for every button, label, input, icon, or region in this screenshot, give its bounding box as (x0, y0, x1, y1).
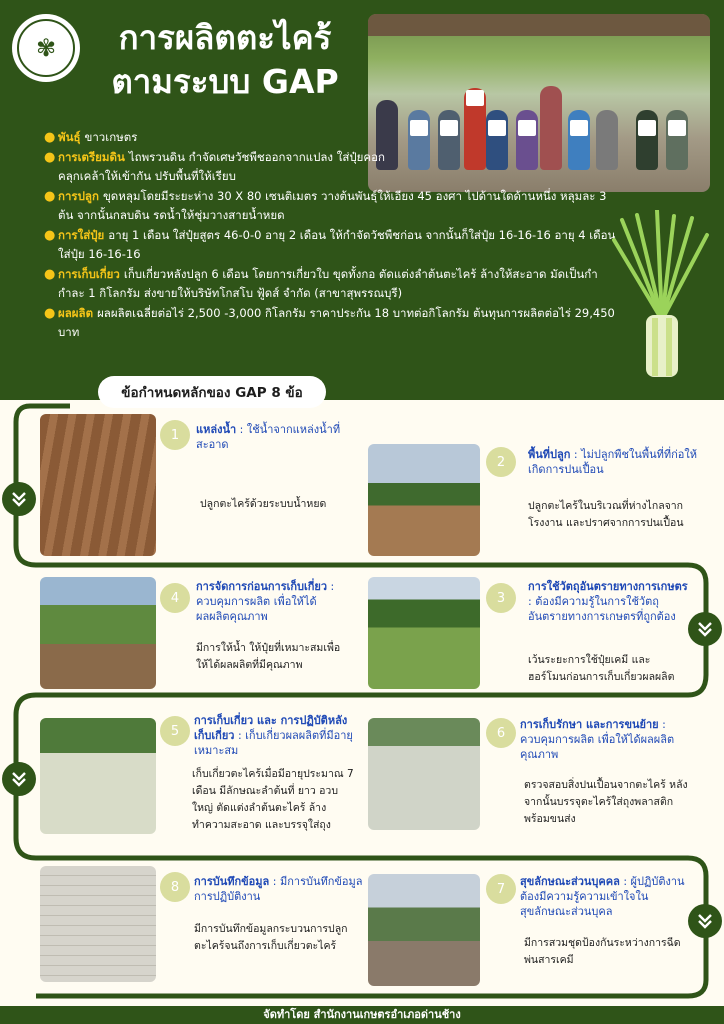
emblem-icon: ✾ (17, 19, 75, 77)
item2-body: ปลูกตะไคร้ในบริเวณที่ห่างไกลจากโรงงาน และปราศจากการปนเปื้อน (528, 500, 684, 529)
item7-body: มีการสวมชุดป้องกันระหว่างการฉีดพ่นสารเคมี (524, 937, 681, 966)
info-fertilizing: ● การใส่ปุ๋ย อายุ 1 เดือน ใส่ปุ๋ยสูตร 46-0-0 อายุ 2 เดือน ให้กำจัดวัชพืชก่อน จากนั้นก็ใส่ปุ๋ย 16-16-16 อายุ 4 เดือน ใส่ปุ๋ย 16-16-16 (44, 226, 624, 264)
step-number-5: 5 (160, 716, 190, 746)
item4-body: มีการให้น้ำ ให้ปุ๋ยที่เหมาะสมเพื่อให้ได้ผลผลิตที่มีคุณภาพ (196, 642, 341, 671)
item8-body: มีการบันทึกข้อมูลกระบวนการปลูกตะไคร้จนถึงการเก็บเกี่ยวตะไคร้ (194, 923, 348, 952)
agrochemical-photo (368, 577, 480, 689)
step-number-4: 4 (160, 583, 190, 613)
item4-title: การจัดการก่อนการเก็บเกี่ยว : ควบคุมการผลิต เพื่อให้ได้ผลผลิตคุณภาพ (196, 580, 335, 623)
item1-title: แหล่งน้ำ : ใช้น้ำจากแหล่งน้ำที่สะอาด (196, 423, 341, 451)
info-harvest: ● การเก็บเกี่ยว เก็บเกี่ยวหลังปลูก 6 เดือน โดยการเกี่ยวใบ ขุดทั้งกอ ตัดแต่งลำต้นตะไคร้ ล้างให้สะอาด มัดเป็นกำ กำละ 1 กิโลกรัม ส่งขายให้บริษัทโกสโบ ฟู้ดส์ จำกัด (สาขาสุพรรณบุรี) (44, 265, 624, 303)
page-title-line2: ตามระบบ GAP (111, 62, 339, 101)
item6-body: ตรวจสอบสิ่งปนเปื้อนจากตะไคร้ หลังจากนั้นบรรจุตะไคร้ใส่ถุงพลาสติก พร้อมขนส่ง (524, 779, 688, 825)
item7-title: สุขลักษณะส่วนบุคคล : ผู้ปฏิบัติงานต้องมีความรู้ความเข้าใจในสุขลักษณะส่วนบุคล (520, 875, 685, 918)
step-number-7: 7 (486, 874, 516, 904)
lemongrass-illustration (612, 210, 712, 380)
production-info-list (44, 128, 624, 343)
page-title-line1: การผลิตตะไคร้ (118, 18, 332, 57)
item3-body: เว้นระยะการใช้ปุ๋ยเคมี และฮอร์โมนก่อนการเก็บเกี่ยวผลผลิต (528, 654, 675, 683)
drip-irrigation-photo (40, 414, 156, 556)
step-number-8: 8 (160, 872, 190, 902)
step-number-1: 1 (160, 420, 190, 450)
record-book-photo (40, 866, 156, 982)
step-number-6: 6 (486, 718, 516, 748)
item5-title: การเก็บเกี่ยว และ การปฏิบัติหลังเก็บเกี่ยว : เก็บเกี่ยวผลผลิตที่มีอายุเหมาะสม (194, 714, 353, 757)
gap-heading: ข้อกำหนดหลักของ GAP 8 ข้อ (98, 376, 326, 408)
item1-body: ปลูกตะไคร้ด้วยระบบน้ำหยด (200, 498, 327, 510)
chevron-down-icon (2, 762, 36, 796)
chevron-down-icon (2, 482, 36, 516)
bullet-icon: ● (44, 150, 56, 165)
bullet-icon: ● (44, 228, 56, 243)
info-yield: ● ผลผลิต ผลผลิตเฉลี่ยต่อไร่ 2,500 -3,000 กิโลกรัม ราคาประกัน 18 บาทต่อกิโลกรัม ต้นทุนการผลิตต่อไร่ 29,450 บาท (44, 304, 624, 342)
bullet-icon: ● (44, 306, 56, 321)
info-planting: ● การปลูก ขุดหลุมโดยมีระยะห่าง 30 X 80 เซนติเมตร วางต้นพันธุ์ให้เอียง 45 องศา ไปด้านใดด้านหนึ่ง หลุมละ 3 ต้น จากนั้นกลบดิน รดน้ำให้ชุ่มวางสายน้ำหยด (44, 187, 624, 225)
item2-title: พื้นที่ปลูก : ไม่ปลูกพืชในพื้นที่ที่ก่อให้เกิดการปนเปื้อน (528, 448, 698, 476)
bullet-icon: ● (44, 189, 56, 204)
personal-hygiene-photo (368, 874, 480, 986)
step-number-3: 3 (486, 583, 516, 613)
harvest-photo (40, 718, 156, 834)
page-title (90, 16, 360, 104)
storage-transport-photo (368, 718, 480, 830)
info-variety: ● พันธุ์ ขาวเกษตร (44, 130, 138, 145)
bullet-icon: ● (44, 130, 56, 145)
bullet-icon: ● (44, 267, 56, 282)
footer-credit: จัดทำโดย สำนักงานเกษตรอำเภอด่านช้าง (263, 1008, 461, 1021)
pre-harvest-photo (40, 577, 156, 689)
item3-title: การใช้วัตถุอันตรายทางการเกษตร : ต้องมีความรู้ในการใช้วัตถุอันตรายทางการเกษตรที่ถูกต้อง (528, 580, 688, 623)
step-number-2: 2 (486, 447, 516, 477)
info-soil-prep: ● การเตรียมดิน ไถพรวนดิน กำจัดเศษวัชพืชออกจากแปลง ใส่ปุ๋ยคอกคลุกเคล้าให้เข้ากัน ปรับพื้นที่ให้เรียบ (44, 148, 624, 186)
chevron-down-icon (688, 904, 722, 938)
agency-logo (12, 14, 80, 82)
chevron-down-icon (688, 612, 722, 646)
planting-area-photo (368, 444, 480, 556)
item6-title: การเก็บรักษา และการขนย้าย : ควบคุมการผลิต เพื่อให้ได้ผลผลิตคุณภาพ (520, 718, 675, 761)
item8-title: การบันทึกข้อมูล : มีการบันทึกข้อมูลการปฏิบัติงาน (194, 875, 363, 903)
item5-body: เก็บเกี่ยวตะไคร้เมื่อมีอายุประมาณ 7 เดือน มีลักษณะลำต้นที่ ยาว อวบ ใหญ่ ตัดแต่งลำต้นตะไคร้ ล้างทำความสะอาด และบรรจุใส่ถุง (192, 768, 354, 831)
